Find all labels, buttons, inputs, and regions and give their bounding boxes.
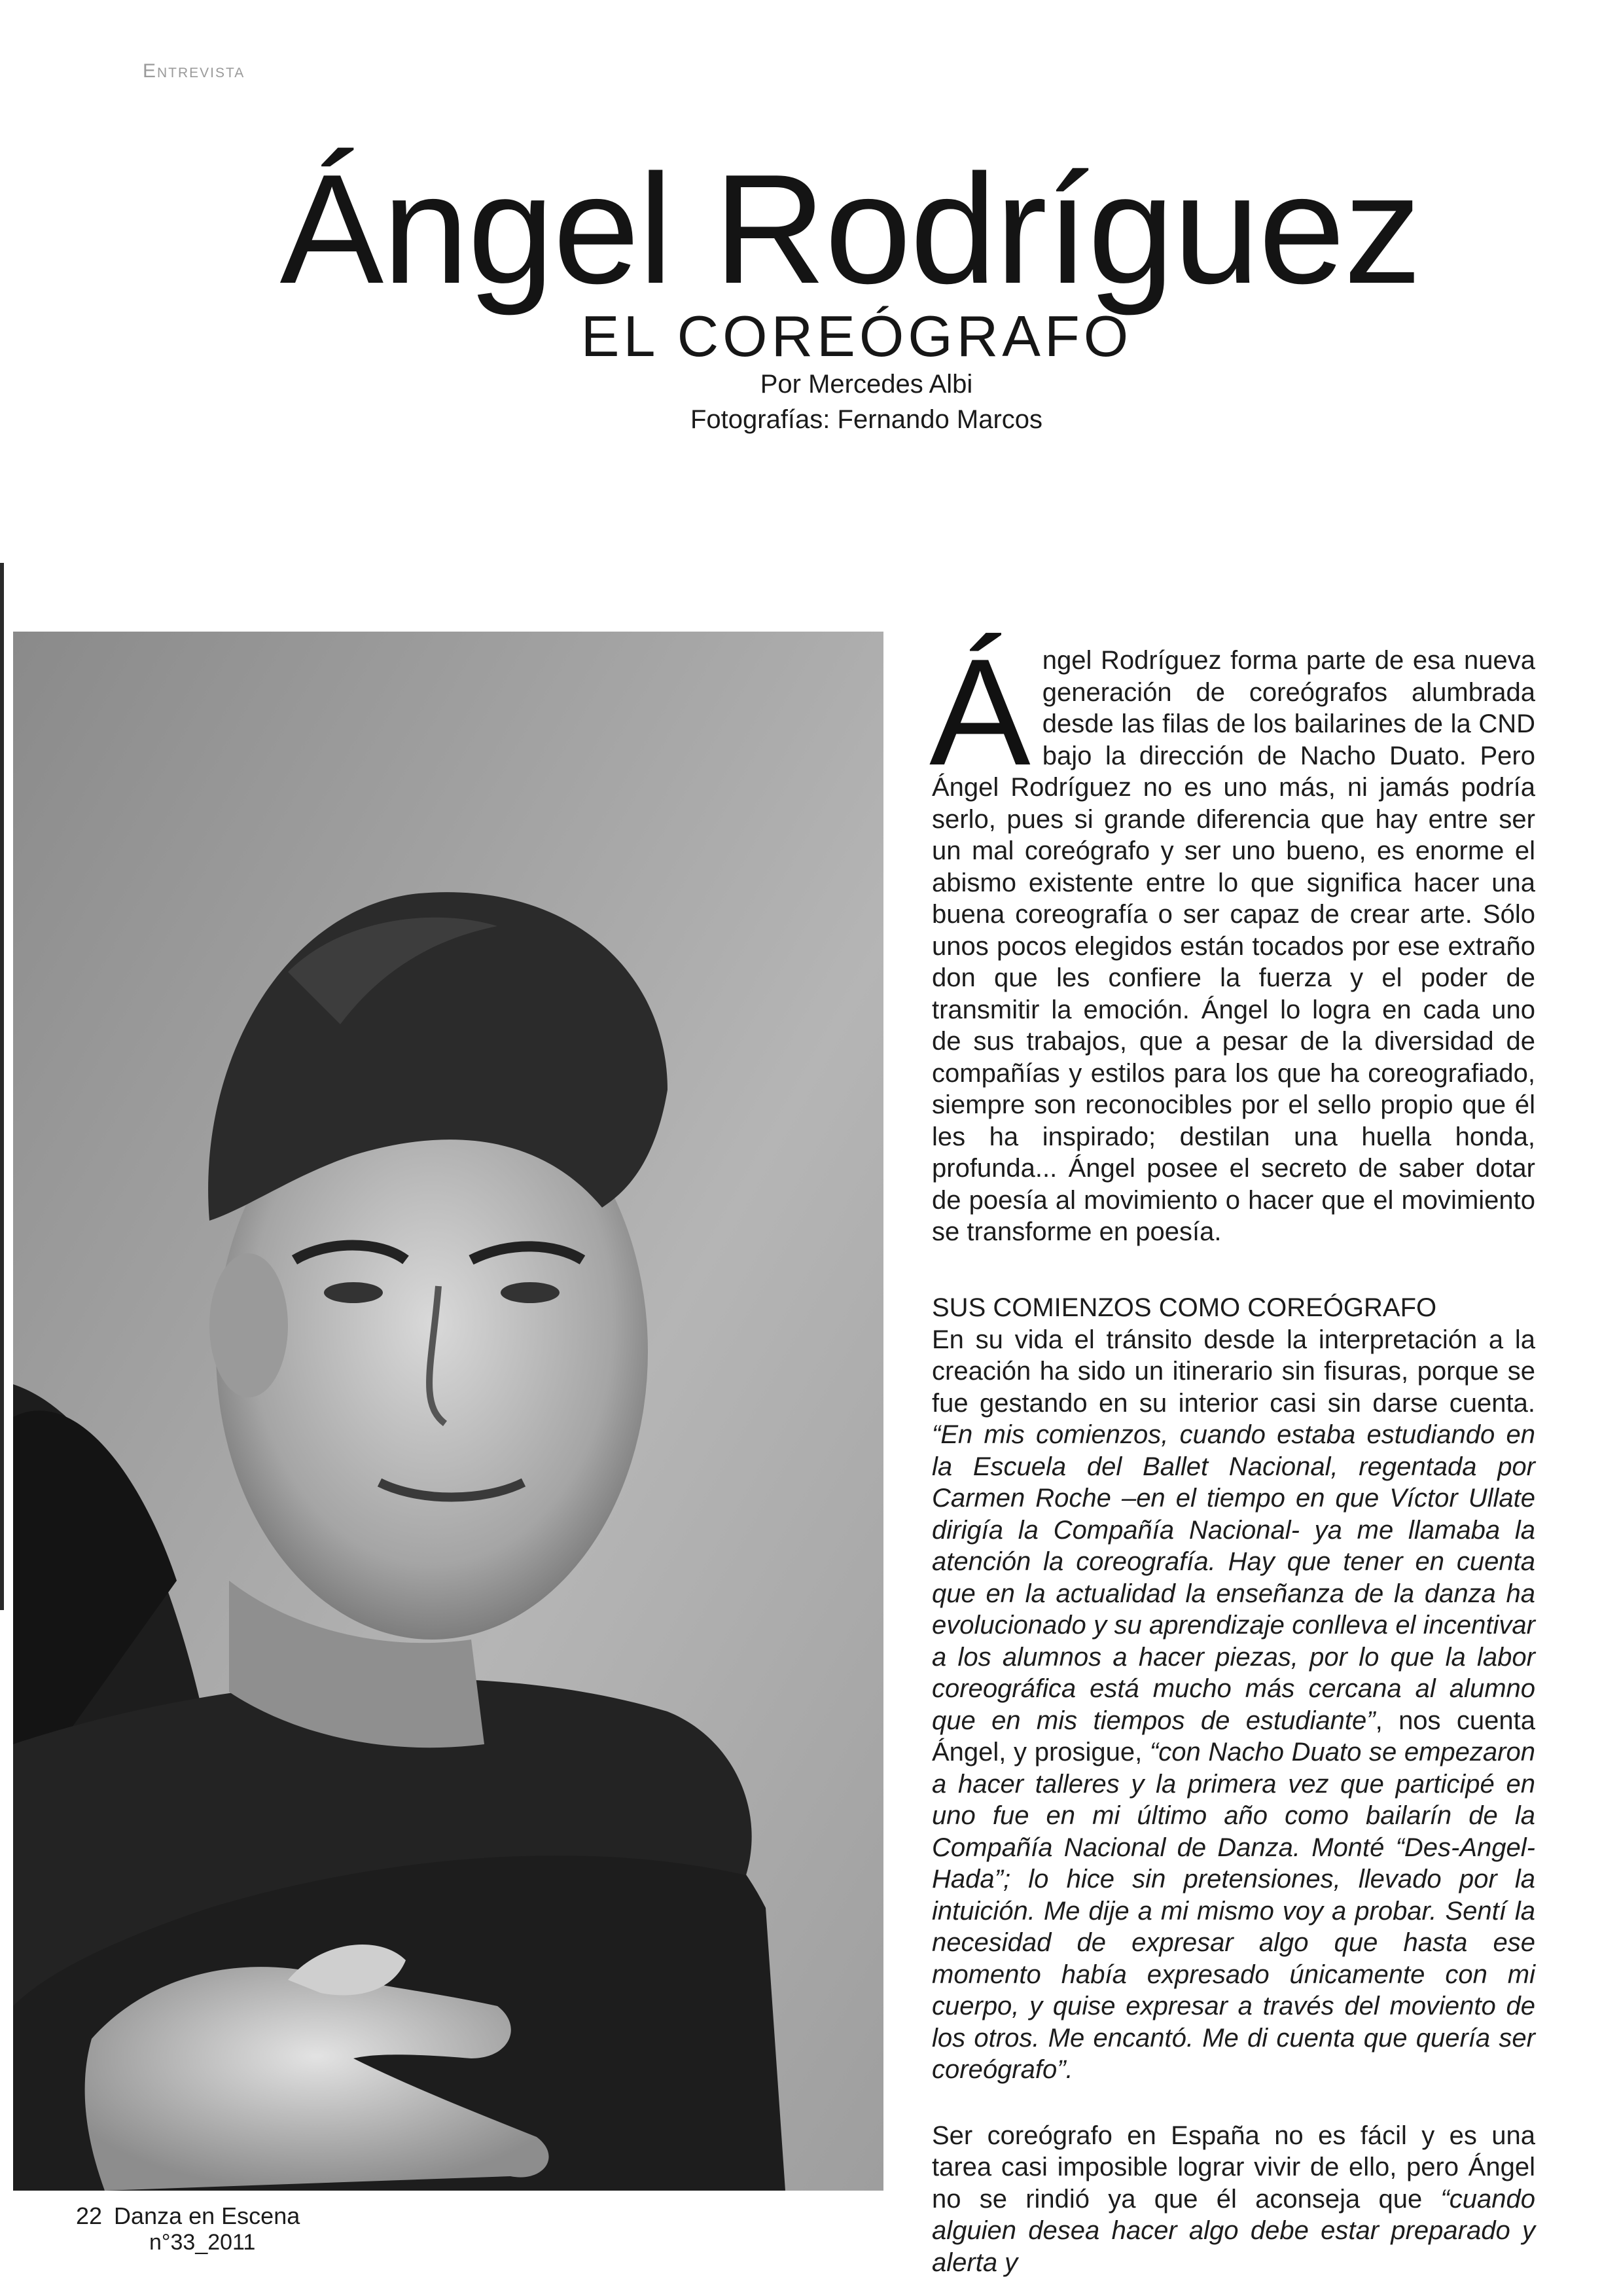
- intro-text: ngel Rodríguez forma parte de esa nueva generación de coreógrafos alumbrada desde las filas de los bailarines de la CND bajo la dirección de Nacho Duato. Pero Ángel Rodríguez no es uno más, ni jamás podría serlo, pues si grande diferencia que hay entre ser un mal coreógrafo y ser uno bueno, es enorme el abismo existente entre lo que significa hacer una buena coreografía o ser capaz de crear arte. Sólo unos pocos elegidos están tocados por ese extraño don que les confiere la fuerza y el poder de transmitir la emoción. Ángel lo logra en cada uno de sus trabajos, que a pesar de la diversidad de compañías y estilos para los que ha coreografiado, siempre son reconocibles por el sello propio que él les ha inspirado; destilan una huella honda, profunda... Ángel posee el secreto de saber dotar de poesía al movimiento o hacer que el movimiento se transforme en poesía.: [932, 646, 1535, 1246]
- photographer-line: [131, 402, 1602, 437]
- intro-paragraph: [929, 628, 1535, 1248]
- article-title: Ángel Rodríguez: [279, 143, 1421, 316]
- portrait-photo-icon: [13, 632, 883, 2191]
- author-label: Por: [760, 370, 801, 399]
- p2-mid: , nos cuenta Ángel, y prosigue,: [932, 1706, 1535, 1767]
- author-name: Mercedes Albi: [808, 370, 973, 399]
- section-heading: SUS COMIENZOS COMO COREÓGRAFO: [932, 1293, 1437, 1322]
- byline: [0, 367, 1602, 437]
- p3-text: Ser coreógrafo en España no es fácil y es una tarea casi imposible lograr vivir de ello, pero Ángel no se rindió ya que él aconseja que: [932, 2121, 1535, 2214]
- p3-quote: “cuando alguien desea hacer algo debe estar preparado y alerta y: [932, 2184, 1535, 2277]
- page-footer: [76, 2203, 300, 2255]
- section-label: Entrevista: [143, 60, 245, 82]
- issue-number: n°33_2011: [149, 2230, 256, 2255]
- article-body: [929, 628, 1535, 2278]
- p2-text: En su vida el tránsito desde la interpretación a la creación ha sido un itinerario sin fisuras, porque se fue gestando en su interior casi sin darse cuenta.: [932, 1325, 1535, 1418]
- drop-cap: Á: [929, 628, 1031, 797]
- p2-quote-1: “En mis comienzos, cuando estaba estudiando en la Escuela del Ballet Nacional, regentada por Carmen Roche –en el tiempo en que Víctor Ullate dirigía la Compañía Nacional- ya me llamaba la atención la coreografía. Hay que tener en cuenta que en la actualidad la enseñanza de la danza ha evolucionado y su aprendizaje conlleva el incentivar a los alumnos a hacer piezas, por lo que la labor coreográfica está mucho más cercana al alumno que en mis tiempos de estudiante”: [932, 1420, 1535, 1735]
- photographer-label: Fotografías:: [690, 405, 830, 434]
- author-line: [131, 367, 1602, 402]
- paragraph-2: [932, 1324, 1535, 2086]
- scan-edge: [0, 563, 4, 1610]
- paragraph-3: [932, 2120, 1535, 2279]
- p2-quote-2: “con Nacho Duato se empezaron a hacer talleres y la primera vez que participé en uno fue en mi último año como bailarín de la Compañía Nacional de Danza. Monté “Des-Angel-Hada”; lo hice sin pretensiones, llevado por la intuición. Me dije a mi mismo voy a probar. Sentí la necesidad de expresar algo que hasta ese momento había expresado únicamente con mi cuerpo, y quise expresar a través del moviento de los otros. Me encantó. Me di cuenta que quería ser coreógrafo”.: [932, 1738, 1535, 2084]
- magazine-name: Danza en Escena: [114, 2202, 300, 2229]
- photographer-name: Fernando Marcos: [837, 405, 1043, 434]
- page-number: 22: [76, 2202, 103, 2229]
- article-subtitle: EL COREÓGRAFO: [580, 304, 1133, 368]
